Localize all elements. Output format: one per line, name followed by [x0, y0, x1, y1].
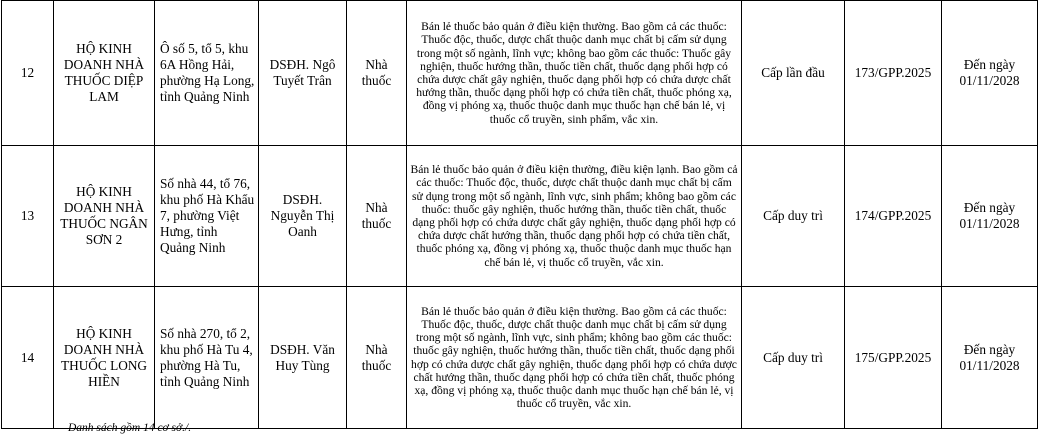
business-address: Số nhà 270, tổ 2, khu phố Hà Tu 4, phường Hà Tu, tỉnh Quảng Ninh — [155, 287, 259, 429]
business-address: Số nhà 44, tổ 76, khu phố Hà Khẩu 7, phường Việt Hưng, tỉnh Quảng Ninh — [155, 146, 259, 287]
expiry-date: Đến ngày 01/11/2028 — [942, 146, 1038, 287]
business-name: HỘ KINH DOANH NHÀ THUỐC DIỆP LAM — [54, 1, 155, 146]
table-row — [2, 146, 1038, 287]
business-type: Nhà thuốc — [347, 287, 407, 429]
expiry-date: Đến ngày 01/11/2028 — [942, 287, 1038, 429]
row-number: 14 — [2, 287, 54, 429]
row-number: 13 — [2, 146, 54, 287]
business-name: HỘ KINH DOANH NHÀ THUỐC NGÂN SƠN 2 — [54, 146, 155, 287]
issuance-form: Cấp duy trì — [742, 287, 845, 429]
table-row — [2, 1, 1038, 146]
expiry-date: Đến ngày 01/11/2028 — [942, 1, 1038, 146]
certificate-number: 174/GPP.2025 — [845, 146, 942, 287]
certificate-number: 175/GPP.2025 — [845, 287, 942, 429]
pharmacy-license-table — [1, 0, 1038, 429]
table-row — [2, 287, 1038, 429]
business-scope: Bán lẻ thuốc bảo quản ở điều kiện thường. Bao gồm cả các thuốc: Thuốc độc, thuốc, dược chất thuộc danh mục chất bị cấm sử dụng trong một số ngành, lĩnh vực, sinh phẩm; không bao gồm các thuốc: thuốc gây nghiện, thuốc hướng thần, thuốc tiền chất, thuốc dạng phối hợp có chứa dược chất gây nghiện, thuốc dạng phối hợp có chứa dược chất hướng thần, thuốc dạng phối hợp có chứa tiền chất, thuốc phóng xạ, đồng vị phóng xạ, thuốc thuộc danh mục thuốc hạn chế bán lẻ, vị thuốc cổ truyền, vắc xin. — [407, 287, 742, 429]
certificate-number: 173/GPP.2025 — [845, 1, 942, 146]
business-type: Nhà thuốc — [347, 1, 407, 146]
business-address: Ô số 5, tổ 5, khu 6A Hồng Hải, phường Hạ Long, tỉnh Quảng Ninh — [155, 1, 259, 146]
business-scope: Bán lẻ thuốc bảo quản ở điều kiện thường. Bao gồm cả các thuốc: Thuốc độc, thuốc, dược chất thuộc danh mục chất bị cấm sử dụng trong một số ngành, lĩnh vực; không bao gồm các thuốc: Thuốc gây nghiện, thuốc hướng thần, thuốc tiền chất, thuốc dạng phối hợp có chứa dược chất gây nghiện, thuốc dạng phối hợp có chứa dược chất hướng thần, thuốc dạng phối hợp có chứa tiền chất, thuốc phóng xạ, đồng vị phóng xạ, thuốc thuộc danh mục thuốc hạn chế bán lẻ, vị thuốc cổ truyền, sinh phẩm, vắc xin. — [407, 1, 742, 146]
list-summary-note: Danh sách gồm 14 cơ sở./. — [68, 422, 192, 434]
professional-manager: DSĐH. Nguyễn Thị Oanh — [259, 146, 347, 287]
professional-manager: DSĐH. Ngô Tuyết Trân — [259, 1, 347, 146]
business-name: HỘ KINH DOANH NHÀ THUỐC LONG HIỀN — [54, 287, 155, 429]
row-number: 12 — [2, 1, 54, 146]
business-scope: Bán lẻ thuốc bảo quản ở điều kiện thường, điều kiện lạnh. Bao gồm cả các thuốc: Thuốc độc, thuốc, dược chất thuộc danh mục chất bị cấm sử dụng trong một số ngành, lĩnh vực, sinh phẩm; không bao gồm các thuốc: thuốc gây nghiện, thuốc hướng thần, thuốc tiền chất, thuốc dạng phối hợp có chứa dược chất gây nghiện, thuốc dạng phối hợp có chứa dược chất hướng thần, thuốc dạng phối hợp có chứa tiền chất, thuốc phóng xạ, đồng vị phóng xạ, thuốc thuộc danh mục thuốc hạn chế bán lẻ, vị thuốc cổ truyền, vắc xin. — [407, 146, 742, 287]
issuance-form: Cấp lần đầu — [742, 1, 845, 146]
business-type: Nhà thuốc — [347, 146, 407, 287]
issuance-form: Cấp duy trì — [742, 146, 845, 287]
professional-manager: DSĐH. Văn Huy Tùng — [259, 287, 347, 429]
